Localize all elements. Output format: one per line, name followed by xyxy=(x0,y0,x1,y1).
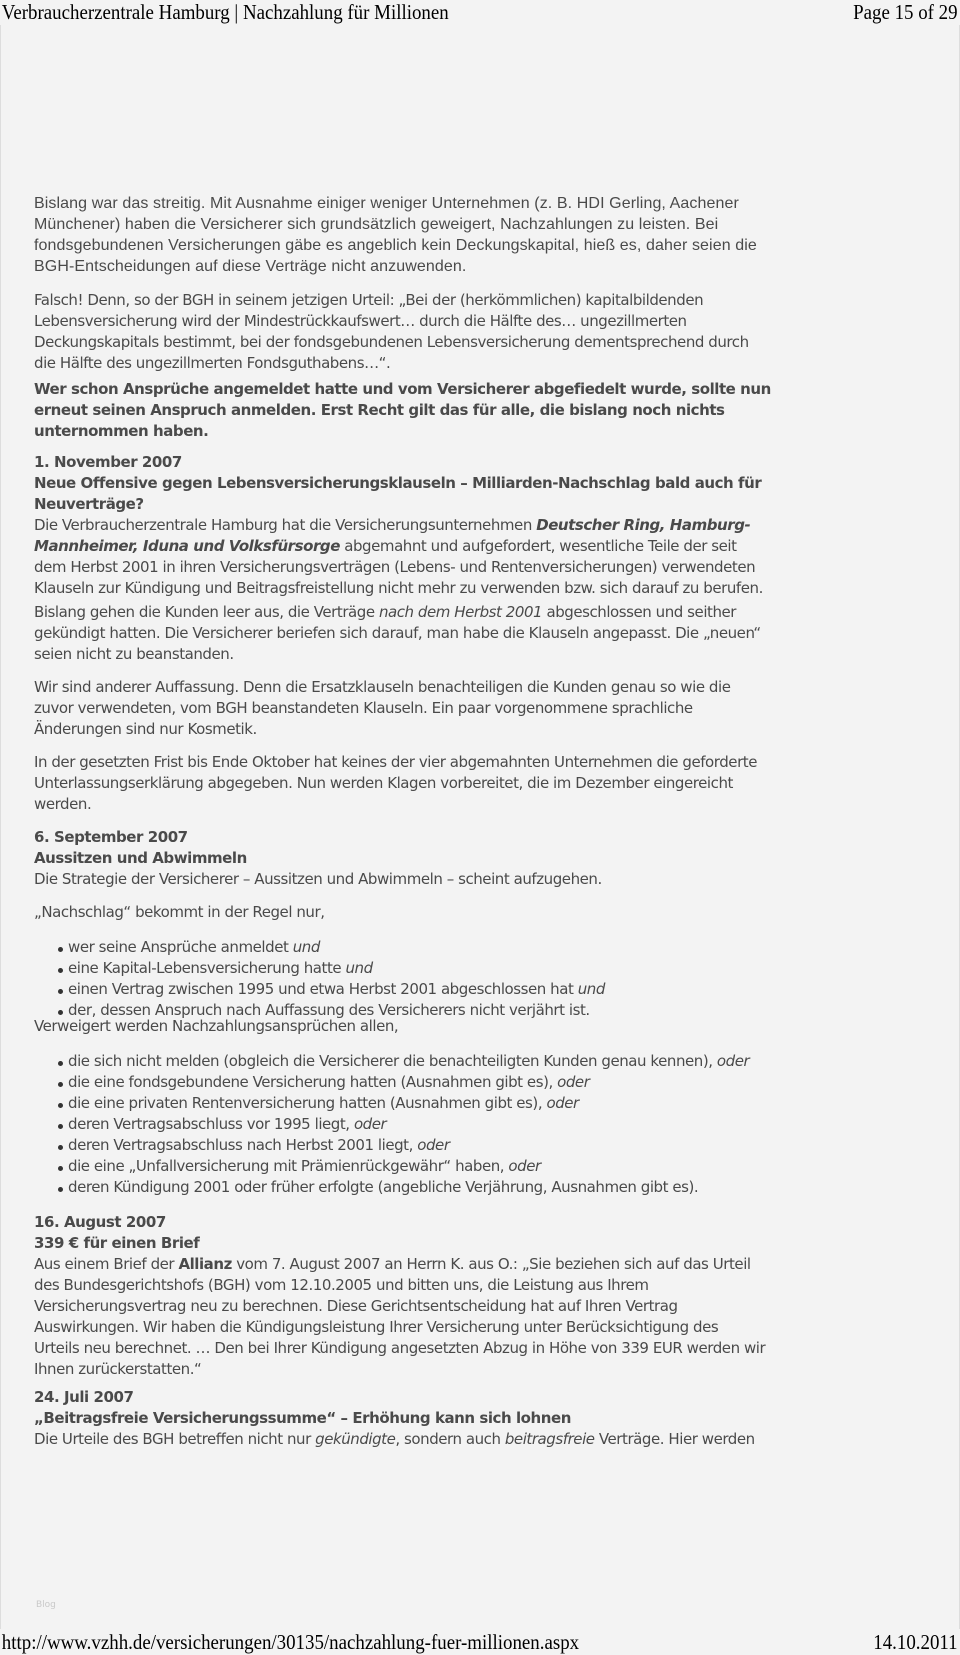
text-run: Die Strategie der Versicherer – Aussitzen und Abwimmeln – scheint aufzugehen. xyxy=(34,870,602,888)
emphasis-text: oder xyxy=(557,1073,590,1091)
list-item xyxy=(34,958,605,979)
emphasis-text: Wer schon Ansprüche angemeldet hatte und vom Versicherer abgefiedelt wurde, sollte nun xyxy=(34,380,771,398)
page-footer xyxy=(0,1630,959,1655)
text-run: , sondern auch xyxy=(395,1430,505,1448)
list-item xyxy=(34,1135,749,1156)
text-run: Wir sind anderer Auffassung. Denn die Ersatzklauseln benachteiligen die Kunden genau so wie die xyxy=(34,678,731,696)
list-item xyxy=(34,1093,749,1114)
source-url[interactable]: http://www.vzhh.de/versicherungen/30135/nachzahlung-fuer-millionen.aspx xyxy=(1,1630,580,1654)
text-line xyxy=(34,1408,755,1429)
emphasis-text: gekündigte xyxy=(315,1430,396,1448)
text-run: vom 7. August 2007 an Herrn K. aus O.: „Sie beziehen sich auf das Urteil xyxy=(231,1255,751,1273)
text-line xyxy=(34,311,749,332)
paragraph xyxy=(34,1387,755,1450)
text-line xyxy=(34,1254,765,1275)
list-item xyxy=(34,1051,749,1072)
text-run: fondsgebundenen Versicherungen gäbe es angeblich kein Deckungskapital, hieß es, daher seien die xyxy=(34,237,757,254)
list-item xyxy=(34,979,605,1000)
text-run: Auswirkungen. Wir haben die Kündigungsleistung Ihrer Versicherung unter Berücksichtigung des xyxy=(34,1318,719,1336)
paragraph xyxy=(34,1212,765,1380)
emphasis-text: Mannheimer, Iduna und Volksfürsorge xyxy=(34,537,340,555)
emphasis-text: beitragsfreie xyxy=(504,1430,595,1448)
emphasis-text: Neuverträge? xyxy=(34,495,144,513)
paragraph xyxy=(34,290,749,374)
page-number: Page 15 of 29 xyxy=(853,0,958,24)
text-line xyxy=(34,1387,755,1408)
text-run: Unterlassungserklärung abgegeben. Nun werden Klagen vorbereitet, die im Dezember eingereicht xyxy=(34,774,733,792)
text-line xyxy=(34,794,757,815)
text-run: Bislang war das streitig. Mit Ausnahme einiger weniger Unternehmen (z. B. HDI Gerling, Aachener xyxy=(34,195,739,212)
text-line xyxy=(34,557,763,578)
text-line xyxy=(34,400,771,421)
text-line xyxy=(34,1233,765,1254)
text-run: Lebensversicherung wird der Mindestrückkaufswert… durch die Hälfte des… ungezillmerten xyxy=(34,312,687,330)
text-line xyxy=(34,256,757,277)
text-run: Verträge. Hier werden xyxy=(594,1430,755,1448)
text-run: des Bundesgerichtshofs (BGH) vom 12.10.2005 und bitten uns, die Leistung aus Ihrem xyxy=(34,1276,649,1294)
print-date: 14.10.2011 xyxy=(873,1630,958,1654)
page-border-left xyxy=(0,25,1,1629)
text-run: Änderungen sind nur Kosmetik. xyxy=(34,720,257,738)
text-run: abgemahnt und aufgefordert, wesentliche Teile der seit xyxy=(339,537,737,555)
text-run: Deckungskapitals bestimmt, bei der fondsgebundenen Lebensversicherung dementsprechend durch xyxy=(34,333,749,351)
text-run: Falsch! Denn, so der BGH in seinem jetzigen Urteil: „Bei der (herkömmlichen) kapitalbildenden xyxy=(34,291,704,309)
paragraph xyxy=(34,452,763,599)
text-run: Verweigert werden Nachzahlungsansprüchen allen, xyxy=(34,1017,399,1035)
text-run: seien nicht zu beanstanden. xyxy=(34,645,234,663)
text-line xyxy=(34,578,763,599)
emphasis-text: oder xyxy=(508,1157,541,1175)
text-line xyxy=(34,644,761,665)
document-title: Verbraucherzentrale Hamburg | Nachzahlung für Millionen xyxy=(1,0,449,24)
text-line xyxy=(34,602,761,623)
text-line xyxy=(34,290,749,311)
text-line xyxy=(34,1275,765,1296)
text-line xyxy=(34,848,602,869)
text-line xyxy=(34,379,771,400)
list-item xyxy=(34,1114,749,1135)
text-line xyxy=(34,719,730,740)
text-run: Versicherungsvertrag neu zu berechnen. Diese Gerichtsentscheidung hat auf Ihren Vertrag xyxy=(34,1297,678,1315)
text-run: Klauseln zur Kündigung und Beitragsfreistellung nicht mehr zu verwenden bzw. sich darauf zu berufen. xyxy=(34,579,763,597)
emphasis-text: oder xyxy=(546,1094,579,1112)
emphasis-text: Allianz xyxy=(178,1255,232,1273)
text-line xyxy=(34,623,761,644)
emphasis-text: erneut seinen Anspruch anmelden. Erst Recht gilt das für alle, die bislang noch nichts xyxy=(34,401,725,419)
emphasis-text: 1. November 2007 xyxy=(34,453,182,471)
emphasis-text: 24. Juli 2007 xyxy=(34,1388,134,1406)
text-line xyxy=(34,1317,765,1338)
paragraph xyxy=(34,193,757,277)
text-line xyxy=(34,193,757,214)
text-run: die eine „Unfallversicherung mit Prämienrückgewähr“ haben, xyxy=(68,1157,509,1175)
list-item xyxy=(34,1072,749,1093)
text-line xyxy=(34,698,730,719)
emphasis-text: Neue Offensive gegen Lebensversicherungsklauseln – Milliarden-Nachschlag bald auch für xyxy=(34,474,762,492)
list-item xyxy=(34,1156,749,1177)
text-run: Münchener) haben die Versicherer sich grundsätzlich geweigert, Nachzahlungen zu leisten. Bei xyxy=(34,216,719,233)
paragraph xyxy=(34,602,761,665)
paragraph xyxy=(34,379,771,442)
paragraph xyxy=(34,902,325,923)
emphasis-text: und xyxy=(292,938,320,956)
text-line xyxy=(34,1296,765,1317)
text-run: „Nachschlag“ bekommt in der Regel nur, xyxy=(34,903,325,921)
bullet-list xyxy=(34,937,605,1021)
text-run: Die Urteile des BGH betreffen nicht nur xyxy=(34,1430,316,1448)
text-run: Urteils neu berechnet. … Den bei Ihrer Kündigung angesetzten Abzug in Höhe von 339 EUR werden wir xyxy=(34,1339,766,1357)
text-run: BGH-Entscheidungen auf diese Verträge nicht anzuwenden. xyxy=(34,258,467,275)
text-run: Die Verbraucherzentrale Hamburg hat die Versicherungsunternehmen xyxy=(34,516,537,534)
text-run: deren Kündigung 2001 oder früher erfolgte (angebliche Verjährung, Ausnahmen gibt es). xyxy=(68,1178,699,1196)
text-line xyxy=(34,1338,765,1359)
text-line xyxy=(34,869,602,890)
emphasis-text: und xyxy=(345,959,373,977)
text-run: gekündigt hatten. Die Versicherer beriefen sich darauf, man habe die Klauseln angepasst. Die „neuen“ xyxy=(34,624,761,642)
text-run: abgeschlossen und seither xyxy=(542,603,737,621)
list-item xyxy=(34,1177,749,1198)
paragraph xyxy=(34,677,730,740)
text-line xyxy=(34,1359,765,1380)
emphasis-text: „Beitragsfreie Versicherungssumme“ – Erhöhung kann sich lohnen xyxy=(34,1409,571,1427)
page-header xyxy=(0,0,959,25)
text-line xyxy=(34,752,757,773)
text-run: der, dessen Anspruch nach Auffassung des Versicherers nicht verjährt ist. xyxy=(68,1001,590,1019)
text-run: Aus einem Brief der xyxy=(34,1255,179,1273)
text-line xyxy=(34,902,325,923)
text-run: die eine privaten Rentenversicherung hatten (Ausnahmen gibt es), xyxy=(68,1094,547,1112)
emphasis-text: Deutscher Ring, Hamburg- xyxy=(536,516,751,534)
blog-label: Blog xyxy=(36,1600,56,1610)
text-run: die sich nicht melden (obgleich die Versicherer die benachteiligten Kunden genau kennen), xyxy=(68,1052,717,1070)
text-line xyxy=(34,421,771,442)
text-line xyxy=(34,235,757,256)
list-item xyxy=(34,1000,605,1021)
text-line xyxy=(34,827,602,848)
text-run: einen Vertrag zwischen 1995 und etwa Herbst 2001 abgeschlossen hat xyxy=(68,980,578,998)
text-run: Ihnen zurückerstatten.“ xyxy=(34,1360,202,1378)
list-item xyxy=(34,937,605,958)
text-line xyxy=(34,677,730,698)
emphasis-text: 339 € für einen Brief xyxy=(34,1234,200,1252)
text-run: eine Kapital-Lebensversicherung hatte xyxy=(68,959,346,977)
emphasis-text: 6. September 2007 xyxy=(34,828,188,846)
text-line xyxy=(34,332,749,353)
text-line xyxy=(34,452,763,473)
text-line xyxy=(34,1429,755,1450)
paragraph xyxy=(34,752,757,815)
text-line xyxy=(34,473,763,494)
text-run: dem Herbst 2001 in ihren Versicherungsverträgen (Lebens- und Rentenversicherungen) verwendeten xyxy=(34,558,756,576)
text-run: werden. xyxy=(34,795,92,813)
emphasis-text: nach dem Herbst 2001 xyxy=(378,603,543,621)
text-run: die Hälfte des ungezillmerten Fondsguthabens…“. xyxy=(34,354,391,372)
text-run: wer seine Ansprüche anmeldet xyxy=(68,938,293,956)
text-run: deren Vertragsabschluss nach Herbst 2001 liegt, xyxy=(68,1136,418,1154)
paragraph xyxy=(34,827,602,890)
emphasis-text: oder xyxy=(417,1136,450,1154)
text-run: zuvor verwendeten, vom BGH beanstandeten Klauseln. Ein paar vorgenommene sprachliche xyxy=(34,699,693,717)
emphasis-text: Aussitzen und Abwimmeln xyxy=(34,849,247,867)
emphasis-text: unternommen haben. xyxy=(34,422,209,440)
text-line xyxy=(34,353,749,374)
emphasis-text: und xyxy=(577,980,605,998)
text-line xyxy=(34,773,757,794)
text-line xyxy=(34,1212,765,1233)
text-run: Bislang gehen die Kunden leer aus, die Verträge xyxy=(34,603,379,621)
emphasis-text: oder xyxy=(716,1052,750,1070)
text-run: In der gesetzten Frist bis Ende Oktober hat keines der vier abgemahnten Unternehmen die geforderte xyxy=(34,753,758,771)
emphasis-text: 16. August 2007 xyxy=(34,1213,166,1231)
bullet-list xyxy=(34,1051,749,1198)
text-line xyxy=(34,515,763,536)
text-line xyxy=(34,214,757,235)
emphasis-text: oder xyxy=(353,1115,387,1133)
text-run: die eine fondsgebundene Versicherung hatten (Ausnahmen gibt es), xyxy=(68,1073,558,1091)
text-run: deren Vertragsabschluss vor 1995 liegt, xyxy=(68,1115,354,1133)
text-line xyxy=(34,536,763,557)
text-line xyxy=(34,494,763,515)
